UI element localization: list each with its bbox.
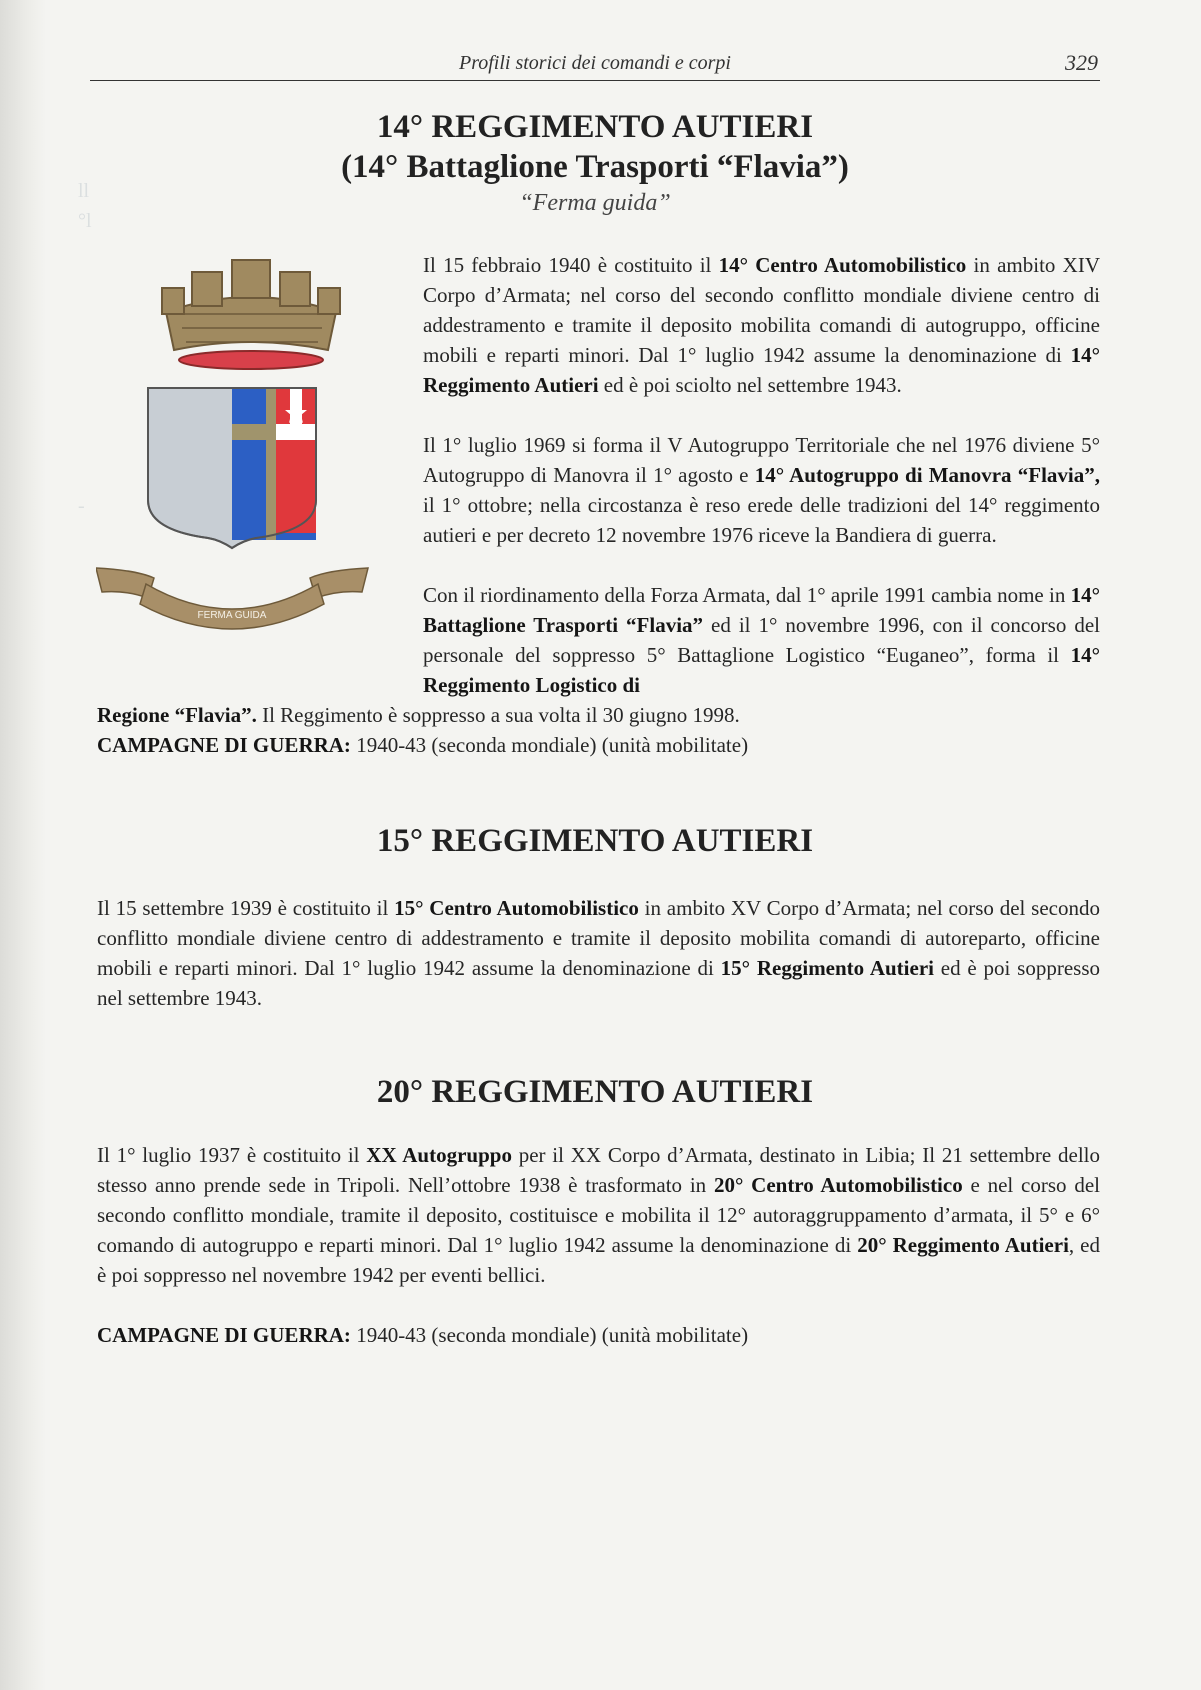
bold-text: 15° Reggimento Autieri (720, 956, 934, 980)
campaigns-label: CAMPAGNE DI GUERRA: (97, 1323, 351, 1347)
book-gutter-shadow (0, 0, 46, 1690)
page-number: 329 (1065, 50, 1098, 75)
section-15-title: 15° REGGIMENTO AUTIERI (376, 823, 814, 859)
show-through-text: - (78, 495, 85, 517)
section-20-title: 20° REGGIMENTO AUTIERI (376, 1074, 814, 1110)
section-14-campaigns (97, 730, 1100, 760)
text-run: il 1° ottobre; nella circostanza è reso erede delle tradizioni del 14° reggimento autieri e per decreto 12 novembre 1976 riceve la Bandiera di guerra. (423, 493, 1100, 547)
text-run: ed il 1° novembre 1996, con il concorso del personale del soppresso 5° Battaglione Logistico “Euganeo”, forma il (423, 613, 1100, 667)
text-run: in ambito XIV Corpo d’Armata; nel corso del secondo conflitto mondiale diviene centro di addestramento e tramite il deposito mobilita comandi di autogruppo, officine mobili e reparti minori. Dal 1° luglio 1942 assume la denominazione di (423, 253, 1100, 367)
running-head (90, 50, 1100, 81)
text-run: in ambito XV Corpo d’Armata; nel corso del secondo conflitto mondiale diviene centro di addestramento e tramite il deposito mobilita comandi di autoreparto, officine mobili e reparti minori. Dal 1° luglio 1942 assume la denominazione di (97, 896, 1100, 980)
campaigns-text: 1940-43 (seconda mondiale) (unità mobilitate) (350, 1323, 749, 1347)
show-through-text: ll (78, 180, 90, 202)
text-run: Il Reggimento è soppresso a sua volta il 30 giugno 1998. (256, 703, 740, 727)
bold-text: 14° Centro Automobilistico (718, 253, 967, 277)
text-run: ed è poi sciolto nel settembre 1943. (598, 373, 902, 397)
section-14-paragraph-2 (423, 430, 1100, 550)
coat-of-arms-image (96, 252, 406, 672)
bold-text: 14° Autogruppo di Manovra “Flavia”, (754, 463, 1100, 487)
motto-scroll-icon (96, 568, 368, 629)
mural-crown-icon (162, 260, 340, 369)
text-run: Il 1° luglio 1937 è costituito il (97, 1143, 367, 1167)
text-run: per il XX Corpo d’Armata, destinato in Libia; Il 21 settembre dello stesso anno prende sede in Tripoli. Nell’ottobre 1938 è trasformato in (97, 1143, 1101, 1197)
campaigns-label: CAMPAGNE DI GUERRA: (97, 733, 351, 757)
text-run: Con il riordinamento della Forza Armata, dal 1° aprile 1991 cambia nome in (423, 583, 1071, 607)
text-run: ed è poi soppresso nel settembre 1943. (97, 956, 1101, 1010)
section-14-subtitle: (14° Battaglione Trasporti “Flavia”) (341, 149, 849, 185)
section-20-campaigns (97, 1320, 1100, 1350)
bold-text: XX Autogruppo (366, 1143, 512, 1167)
text-run: Il 15 febbraio 1940 è costituito il (423, 253, 719, 277)
section-20-paragraph-1 (97, 1140, 1100, 1290)
text-run: e nel corso del secondo conflitto mondiale, tramite il deposito, costituisce e mobilita il 12° autoraggruppamento d’armata, il 5° e 6° comando di autogruppo e reparti minori. Dal 1° luglio 1942 assume la denominazione di (97, 1173, 1100, 1257)
section-14-motto: “Ferma guida” (519, 190, 671, 216)
bold-text: 20° Reggimento Autieri (857, 1233, 1069, 1257)
section-15-paragraph-1 (97, 893, 1100, 1013)
text-run: , ed è poi soppresso nel novembre 1942 per eventi bellici. (97, 1233, 1100, 1287)
text-run: Il 15 settembre 1939 è costituito il (97, 896, 395, 920)
section-14-paragraph-3-end (97, 700, 1100, 730)
bold-text: 20° Centro Automobilistico (713, 1173, 963, 1197)
running-head-title: Profili storici dei comandi e corpi (458, 52, 731, 74)
shield-icon (148, 388, 316, 548)
campaigns-text: 1940-43 (seconda mondiale) (unità mobilitate) (350, 733, 749, 757)
show-through-text: °l (78, 210, 92, 232)
bold-text: 14° Reggimento Autieri (423, 343, 1100, 397)
scroll-text: FERMA GUIDA (197, 610, 267, 621)
bold-text: 15° Centro Automobilistico (394, 896, 639, 920)
section-14-paragraph-3 (423, 580, 1100, 700)
section-14-paragraph-1 (423, 250, 1100, 400)
bold-text: Regione “Flavia”. (97, 703, 257, 727)
bold-text: 14° Reggimento Logistico di (423, 643, 1100, 697)
bold-text: 14° Battaglione Trasporti “Flavia” (423, 583, 1100, 637)
section-14-title: 14° REGGIMENTO AUTIERI (376, 109, 814, 145)
text-run: Il 1° luglio 1969 si forma il V Autogruppo Territoriale che nel 1976 diviene 5° Autogruppo di Manovra il 1° agosto e (423, 433, 1100, 487)
